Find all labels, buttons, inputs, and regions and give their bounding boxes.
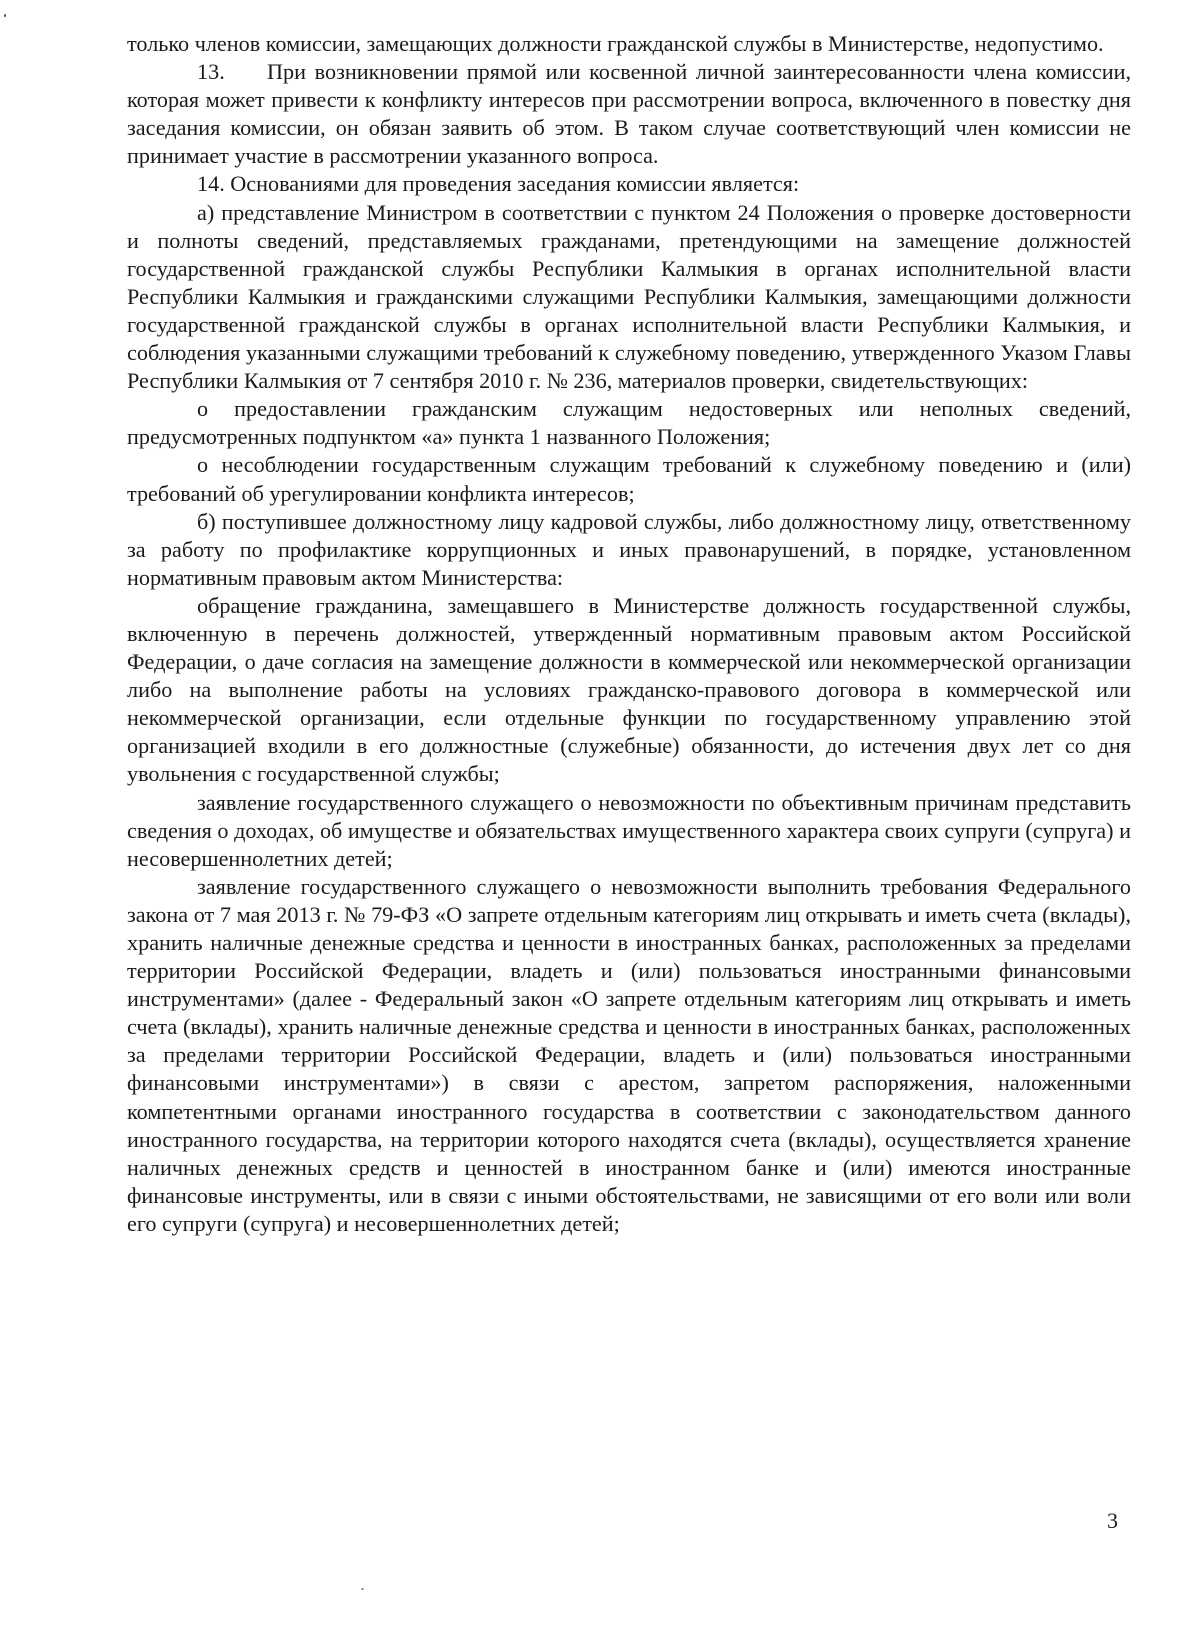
paragraph-14a-item-2: о несоблюдении государственным служащим требований к служебному поведению и (или) требований об урегулировании конфликта интересов;	[127, 452, 1131, 506]
scan-speck	[4, 14, 6, 17]
paragraph-13-text: При возникновении прямой или косвенной личной заинтересованности члена комиссии, которая может привести к конфликту интересов при рассмотрении вопроса, включенного в повестку дня заседания комиссии, он обязан заявить об этом. В таком случае соответствующий член комиссии не принимает участие в рассмотрении указанного вопроса.	[127, 59, 1131, 169]
paragraph-continuation: только членов комиссии, замещающих должности гражданской службы в Министерстве, недопустимо.	[127, 31, 1104, 56]
paragraph-14: 14. Основаниями для проведения заседания комиссии является:	[197, 171, 800, 197]
page-number: 3	[1107, 1508, 1118, 1533]
document-body	[127, 30, 1131, 1238]
paragraph-14b-item-2: заявление государственного служащего о невозможности по объективным причинам представить сведения о доходах, об имуществе и обязательствах имущественного характера своих супруги (супруга) и несовершеннолетних детей;	[127, 789, 1131, 871]
paragraph-14a-item-1: о предоставлении гражданским служащим недостоверных или неполных сведений, предусмотренных подпунктом «а» пункта 1 названного Положения;	[127, 396, 1131, 450]
paragraph-14b-item-1: обращение гражданина, замещавшего в Министерстве должность государственной службы, включенную в перечень должностей, утвержденный нормативным правовым актом Российской Федерации, о даче согласия на замещение должности в коммерческой или некоммерческой организации либо на выполнение работы на условиях гражданско-правового договора в коммерческой или некоммерческой организации, если отдельные функции по государственному управлению этой организацией входили в его должностные (служебные) обязанности, до истечения двух лет со дня увольнения с государственной службы;	[127, 592, 1131, 787]
paragraph-13	[127, 58, 1131, 170]
scan-speck	[361, 1588, 364, 1590]
paragraph-14a: а) представление Министром в соответствии с пунктом 24 Положения о проверке достоверности и полноты сведений, представляемых гражданами, претендующими на замещение должностей государственной гражданской службы Республики Калмыкия в органах исполнительной власти Республики Калмыкия и гражданскими служащими Республики Калмыкия, замещающими должности государственной гражданской службы в органах исполнительной власти Республики Калмыкия, и соблюдения указанными служащими требований к служебному поведению, утвержденного Указом Главы Республики Калмыкия от 7 сентября 2010 г. № 236, материалов проверки, свидетельствующих:	[127, 199, 1131, 394]
paragraph-14b-item-3: заявление государственного служащего о невозможности выполнить требования Федерального закона от 7 мая 2013 г. № 79-ФЗ «О запрете отдельным категориям лиц открывать и иметь счета (вклады), хранить наличные денежные средства и ценности в иностранных банках, расположенных за пределами территории Российской Федерации, владеть и (или) пользоваться иностранными финансовыми инструментами» (далее - Федеральный закон «О запрете отдельным категориям лиц открывать и иметь счета (вклады), хранить наличные денежные средства и ценности в иностранных банках, расположенных за пределами территории Российской Федерации, владеть и (или) пользоваться иностранными финансовыми инструментами») в связи с арестом, запретом распоряжения, наложенными компетентными органами иностранного государства в соответствии с законодательством данного иностранного государства, на территории которого находятся счета (вклады), осуществляется хранение наличных денежных средств и ценностей в иностранном банке и (или) имеются иностранные финансовые инструменты, или в связи с иными обстоятельствами, не зависящими от его воли или воли его супруги (супруга) и несовершеннолетних детей;	[127, 873, 1131, 1236]
paragraph-14b: б) поступившее должностному лицу кадровой службы, либо должностному лицу, ответственному за работу по профилактике коррупционных и иных правонарушений, в порядке, установленном нормативным правовым актом Министерства:	[127, 508, 1131, 590]
paragraph-13-number: 13.	[197, 59, 225, 85]
